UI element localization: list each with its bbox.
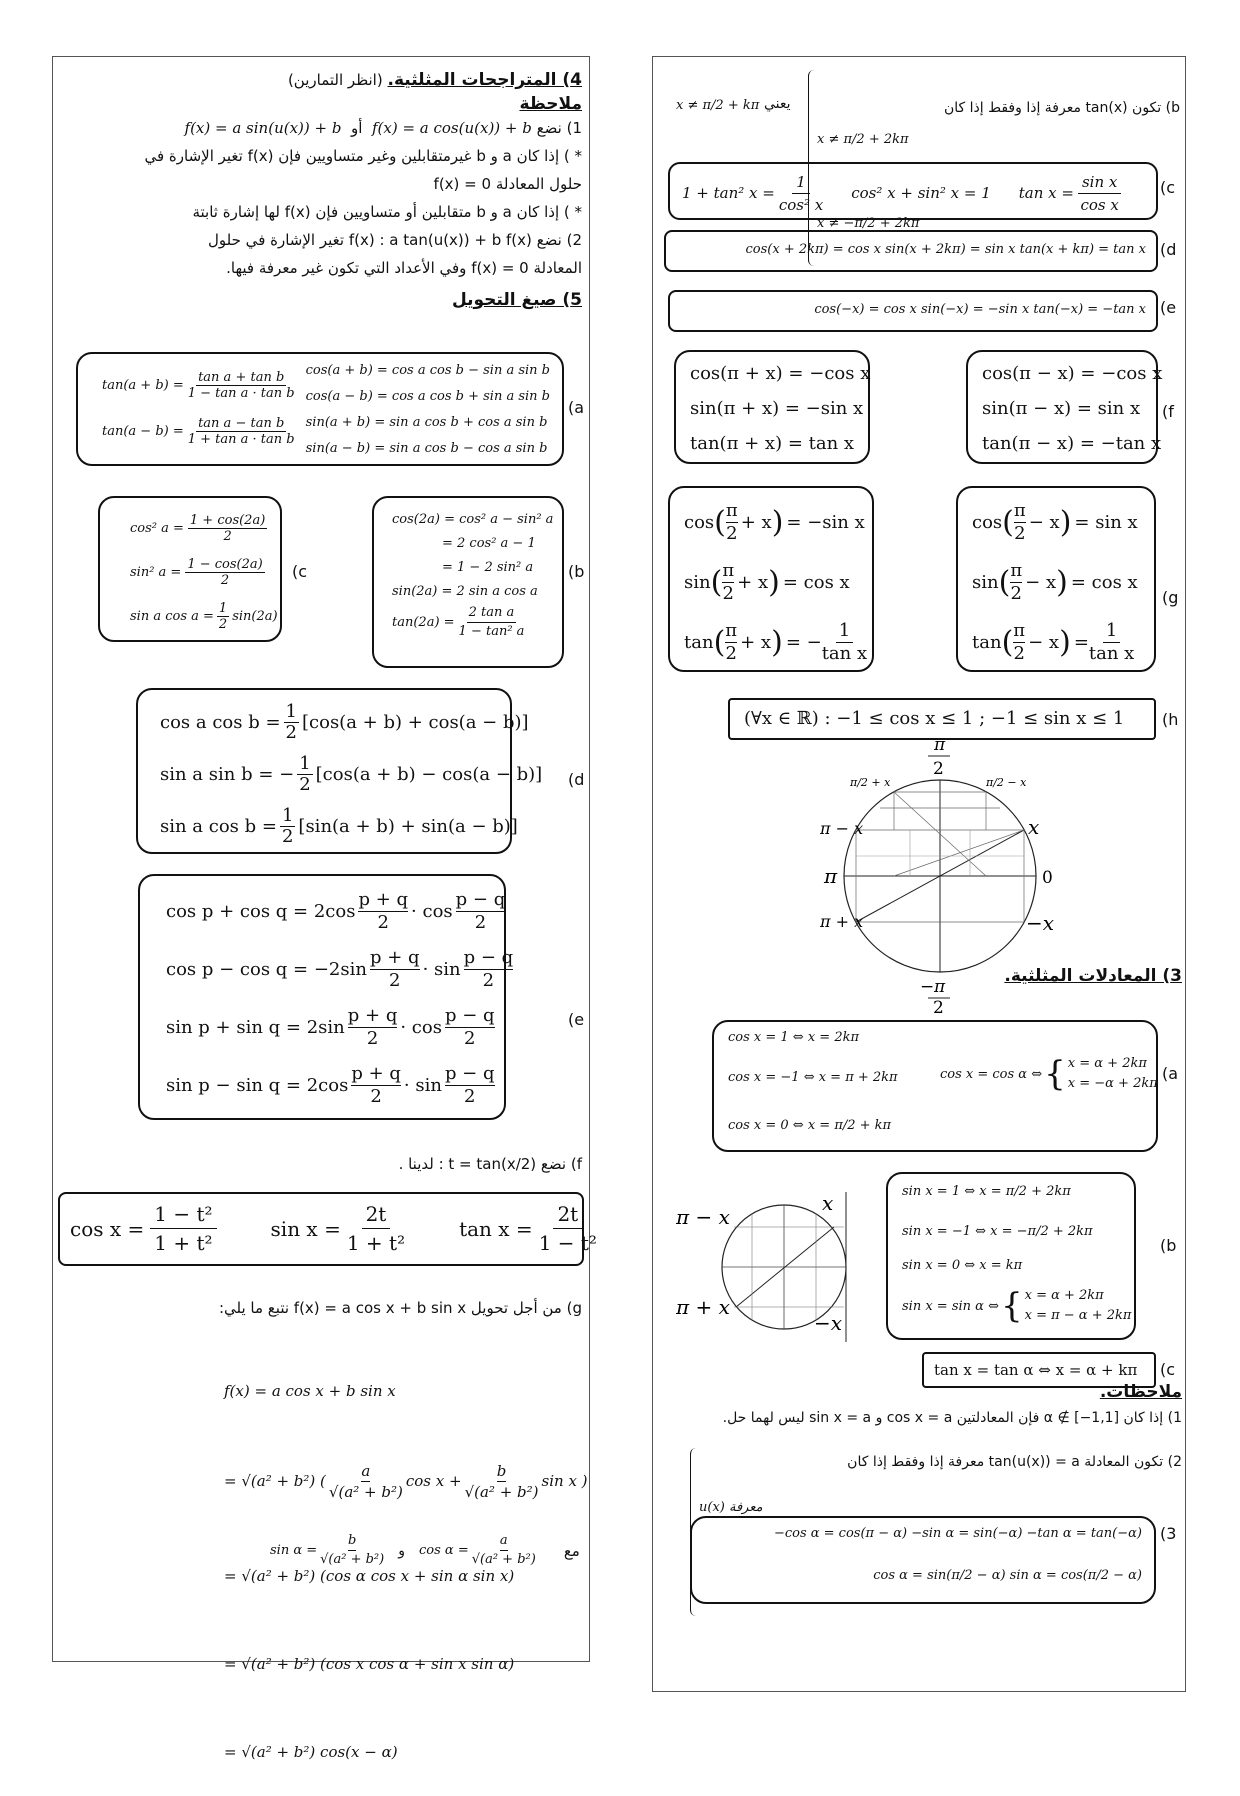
note-2-line-2: المعادلة f(x) = 0 وفي الأعداد التي تكون غير معرفة فيها. (226, 259, 582, 277)
cos-pi-minus-x: cos(π − x) = −cos x (982, 363, 1163, 384)
fn-label: sin (972, 571, 999, 593)
cos-squared-num: 1 + cos(2a) (189, 512, 266, 528)
frac-num: p − q (455, 888, 506, 910)
circle-label-x: x (1028, 815, 1040, 839)
two-den: 2 (1014, 522, 1026, 544)
rhs: = −sin x (786, 511, 865, 533)
formula-box-f-right (966, 350, 1163, 464)
sine-equation-circle (676, 1192, 866, 1342)
tan-sq-den: cos² x (778, 195, 824, 214)
note-star-1: * ) إذا كان a و b غيرمتقابلين وغير متساويين فإن f(x) تغير الإشارة في (144, 147, 582, 165)
frac-num: p − q (463, 946, 514, 968)
tan-sq-num: 1 (792, 171, 810, 194)
pi-num: π (1010, 559, 1023, 581)
periodicity: cos(x + 2kπ) = cos x sin(x + 2kπ) = sin x tan(x + kπ) = tan x (745, 242, 1146, 257)
sin-cos-product (130, 594, 278, 638)
circle-label-right: 0 (1042, 868, 1053, 888)
formula-box-c (668, 162, 1158, 220)
tan-equation: tan x = tan α ⇔ x = α + kπ (934, 1361, 1138, 1379)
sin-t-num: 2t (362, 1200, 391, 1229)
frac-num: p − q (444, 1062, 495, 1084)
sin-cos-d-coef: 1 (281, 804, 294, 826)
bounds: (∀x ∈ ℝ) : −1 ≤ cos x ≤ 1 ; −1 ≤ sin x ≤ 1 (744, 708, 1125, 729)
cos-alpha-solution: cos x = cos α ⇔ { x = α + 2kπ x = −α + 2kπ (940, 1054, 1158, 1094)
formula-box-note-3 (690, 1516, 1156, 1604)
tan-sum-den: 1 − tan a · tan b (187, 386, 295, 401)
sin-cos-d-lhs: sin a cos b = (160, 815, 277, 837)
cos-plus-cos (166, 882, 516, 940)
fn-label: sin (684, 571, 711, 593)
section-5g-intro: g) من أجل تحويل f(x) = a cos x + b sin x نتبع ما يلي: (218, 1299, 582, 1317)
alpha-definitions (270, 1532, 582, 1569)
cos-alpha-den: √(a² + b²) (471, 1552, 536, 1567)
plus-x: + x (740, 631, 772, 653)
note-heading: ملاحظة (519, 94, 582, 114)
g-frac1-num: a (361, 1461, 371, 1480)
cos-2a-alt1: = 2 cos² a − 1 (442, 536, 536, 551)
tan-diff-lhs: tan(a − b) = (102, 424, 184, 439)
formula-box-3a (712, 1020, 1158, 1152)
fn-label: tan (972, 631, 1002, 653)
tan-half-pi-plus-x: tan ( $\frac{\pi}{2}$ + x ) = − $\frac{1}{\text{tan x}}$ (684, 619, 868, 664)
frac-num: p + q (358, 888, 409, 910)
frac-num: p + q (347, 1004, 398, 1026)
negative-angle-identities: −cos α = cos(π − α) −sin α = sin(−α) −tan α = tan(−α) (773, 1526, 1142, 1541)
sin-diff: sin(a − b) = sin a cos b − cos a sin b (305, 441, 548, 456)
tan-ratio-lhs: tan x = (1018, 184, 1074, 202)
tan-ratio-num: sin x (1078, 171, 1121, 194)
cos-alpha-sol-1: x = α + 2kπ (1067, 1056, 1147, 1071)
cos-alpha-sol-2: x = −α + 2kπ (1067, 1076, 1158, 1091)
g-step-2 (224, 1456, 588, 1506)
label-e: (e (1160, 298, 1177, 317)
tan-pi-minus-x: tan(π − x) = −tan x (982, 433, 1162, 454)
formula-box-g-left (668, 486, 874, 672)
sin-sin-rhs: [cos(a + b) − cos(a − b)] (315, 763, 543, 785)
formula-box-3b (886, 1172, 1136, 1340)
sin-squared (130, 550, 278, 594)
tan-diff-den: 1 + tan a · tan b (187, 432, 295, 447)
cos-half-pi-plus-x: cos ( $\frac{\pi}{2}$ + x ) = −sin x (684, 499, 865, 544)
tan-pi-plus-x: tan(π + x) = tan x (690, 433, 855, 454)
rhs: = cos x (782, 571, 850, 593)
rhs: = (1073, 631, 1089, 653)
sin-plus-sin (166, 998, 516, 1056)
tan-frac-den: tan x (821, 642, 868, 664)
g-frac2-num: b (496, 1461, 507, 1480)
sin-sin-den: 2 (299, 773, 311, 795)
label-5b: (b (568, 562, 585, 581)
tan-domain-cond-2: x ≠ −π/2 + 2kπ (817, 216, 920, 231)
sin-t-den: 1 + t² (346, 1231, 406, 1255)
cos-alpha-lhs: cos α = (419, 1543, 469, 1558)
frac-den: 2 (377, 911, 389, 933)
and-word: و (398, 1542, 405, 1559)
section-5-title: 5) صيغ التحويل (451, 290, 582, 310)
product-to-sum (160, 696, 542, 852)
note-2: 2) تكون المعادلة tan(u(x)) = a معرفة إذا وفقط إذا كان (847, 1454, 1182, 1470)
sin-alpha-lhs: sin α = (270, 1543, 318, 1558)
c3b-label-pi-plus-x: π + x (676, 1295, 730, 1319)
cos-alpha-sol-lhs: cos x = cos α ⇔ (940, 1066, 1043, 1082)
sin-one: sin x = 1 ⇔ x = π/2 + 2kπ (902, 1184, 1071, 1199)
rhs: = − (785, 631, 822, 653)
sin-cos-d-den: 2 (281, 825, 294, 847)
note-1-or: أو (351, 119, 363, 137)
cos-squared-den: 2 (223, 528, 232, 544)
formula-box-g-right (956, 486, 1156, 672)
cos-cos-den: 2 (285, 721, 297, 743)
label-d: (d (1160, 240, 1177, 259)
section-4-block (62, 66, 582, 314)
sin-sin-lhs: sin a sin b = − (160, 763, 295, 785)
g-step-4: = √(a² + b²) (cos x cos α + sin x sin α) (224, 1655, 515, 1673)
guide-line (894, 830, 1024, 876)
minus-x: − x (1025, 571, 1057, 593)
frac-den: 2 (474, 911, 487, 933)
complementary-identities: cos α = sin(π/2 − α) sin α = cos(π/2 − α) (873, 1568, 1142, 1583)
label-c: (c (1160, 178, 1176, 197)
rhs: = sin x (1074, 511, 1138, 533)
cos-sum: cos(a + b) = cos a cos b − sin a sin b (305, 363, 550, 378)
two-den: 2 (1013, 642, 1025, 664)
g-frac2-den: √(a² + b²) (464, 1482, 539, 1501)
sin-in-t (271, 1200, 406, 1257)
label-5c: (c (292, 562, 308, 581)
notes-heading: ملاحظات. (1099, 1382, 1182, 1402)
sin-zero: sin x = 0 ⇔ x = kπ (902, 1258, 1023, 1273)
minus-x: − x (1028, 631, 1060, 653)
g-frac1-den: √(a² + b²) (328, 1482, 403, 1501)
formula-box-5d (136, 688, 543, 854)
tan-ratio-den: cos x (1080, 195, 1119, 214)
sin-minus-sin-mid: · sin (403, 1074, 442, 1096)
sin-minus-one: sin x = −1 ⇔ x = −π/2 + 2kπ (902, 1224, 1093, 1239)
double-angle-formulas (392, 508, 553, 641)
tan-t-num: 2t (553, 1200, 582, 1229)
formula-box-h (728, 698, 1156, 740)
tan-in-t (459, 1200, 597, 1257)
plus-x: + x (740, 511, 772, 533)
frac-den: 2 (389, 969, 401, 991)
c3b-label-x: x (822, 1192, 834, 1215)
frac-den: 2 (464, 1027, 476, 1049)
sin-half-pi-plus-x: sin ( $\frac{\pi}{2}$ + x ) = cos x (684, 559, 850, 604)
cos-diff: cos(a − b) = cos a cos b + sin a sin b (305, 389, 550, 404)
tan-frac-num: 1 (1103, 620, 1120, 643)
section-4-note: (انظر التمارين) (287, 71, 383, 89)
pi-num: π (725, 619, 738, 641)
section-5f-intro: f) نضع t = tan(x/2) : لدينا . (398, 1155, 582, 1173)
cos-cos-rhs: [cos(a + b) + cos(a − b)] (302, 711, 529, 733)
label-5d: (d (568, 770, 585, 789)
tan-t-den: 1 − t² (538, 1231, 597, 1255)
tan-sum-lhs: tan(a + b) = (102, 378, 184, 393)
formula-box-f-left (674, 350, 870, 464)
tan-2a (392, 604, 553, 641)
sin-t-lhs: sin x = (270, 1216, 341, 1241)
label-3a: (a (1162, 1064, 1179, 1083)
g-step-2-end: sin x ) (541, 1472, 588, 1490)
g-step-5: = √(a² + b²) cos(x − α) (224, 1743, 398, 1761)
cos-sin-sq-identity: cos² x + sin² x = 1 (851, 184, 991, 202)
pi-num: π (722, 559, 735, 581)
sin-minus-sin (166, 1056, 516, 1114)
fn-label: tan (684, 631, 714, 653)
frac-den: 2 (464, 1085, 476, 1107)
circle-label-pi-minus-x: π − x (820, 819, 864, 838)
cos-minus-cos-mid: · sin (422, 958, 461, 980)
g-step-2-mid: cos x + (405, 1472, 462, 1490)
tan-diff-num: tan a − tan b (198, 416, 285, 431)
formula-box-5f (58, 1192, 597, 1266)
with-word: مع (563, 1541, 580, 1560)
circle-label-top-pi: π (934, 736, 946, 755)
sin-squared-den: 2 (220, 572, 230, 588)
sin-alpha (270, 1532, 384, 1569)
cos-pi-plus-x: cos(π + x) = −cos x (690, 363, 871, 384)
section-4-title: 4) المتراجحات المثلثية. (387, 70, 582, 90)
label-g: (g (1162, 588, 1179, 607)
cos-plus-cos-mid: · cos (411, 900, 453, 922)
tan-2a-num: 2 tan a (467, 604, 517, 623)
tan-frac-den: tan x (1088, 642, 1135, 664)
cos-zero: cos x = 0 ⇔ x = π/2 + kπ (728, 1118, 892, 1133)
sin-plus-sin-mid: · cos (400, 1016, 442, 1038)
cos-minus-cos-lhs: cos p − cos q = −2sin (166, 958, 367, 980)
two-den: 2 (722, 582, 734, 604)
sin-alpha-sol-lhs: sin x = sin α ⇔ (902, 1298, 999, 1314)
note-star-2: * ) إذا كان a و b متقابلين أو متساويين فإن f(x) لها إشارة ثابتة (192, 203, 582, 221)
two-den: 2 (1010, 582, 1022, 604)
sin-cos-rhs: sin(2a) (232, 608, 278, 624)
circle-label-half-pi-plus-x: π/2 + x (850, 776, 891, 789)
formula-box-5e (138, 874, 514, 1120)
note-star-1-cont: حلول المعادلة f(x) = 0 (433, 175, 582, 193)
sin-alpha-sol-2: x = π − α + 2kπ (1024, 1308, 1132, 1323)
cos-2a: cos(2a) = cos² a − sin² a (392, 512, 554, 527)
cos-squared-lhs: cos² a = (130, 520, 184, 536)
label-f: (f (1162, 402, 1174, 421)
g-step-3: = √(a² + b²) (cos α cos x + sin α sin x) (224, 1567, 515, 1585)
cos-cos-lhs: cos a cos b = (160, 711, 281, 733)
note-1: 1) إذا كان α ∉ [−1,1] فإن المعادلتين cos x = a و sin x = a ليس لهما حل. (722, 1410, 1182, 1426)
sin-sin-coef: 1 (299, 752, 311, 774)
sin-pi-plus-x: sin(π + x) = −sin x (690, 398, 864, 419)
parity: cos(−x) = cos x sin(−x) = −sin x tan(−x) = −tan x (814, 302, 1146, 317)
sin-squared-lhs: sin² a = (130, 564, 182, 580)
circle-label-half-pi-minus-x: π/2 − x (986, 776, 1027, 789)
sin-cos-num: 1 (218, 600, 228, 616)
tan-t-lhs: tan x = (459, 1216, 533, 1241)
cos-t-num: 1 − t² (150, 1200, 216, 1229)
tan-ratio-identity (1019, 171, 1122, 216)
pi-num: π (725, 499, 738, 521)
minus-x: − x (1028, 511, 1060, 533)
sin-cos-den: 2 (218, 616, 228, 632)
g-step-1: f(x) = a cos x + b sin x (224, 1382, 396, 1400)
tan-domain-text: b) تكون tan(x) معرفة إذا وفقط إذا كان (943, 100, 1180, 116)
fn-label: cos (684, 511, 715, 533)
tan-sum-num: tan a + tan b (198, 370, 285, 385)
pythagorean-identities (682, 168, 1121, 218)
cos-cos-product (160, 696, 542, 748)
cos-t-den: 1 + t² (154, 1231, 213, 1255)
means-word: يعني (764, 96, 791, 112)
sin-sin-product (160, 748, 542, 800)
sin-alpha-num: b (348, 1532, 356, 1551)
pi-minus-x-identities (982, 356, 1162, 461)
rhs: = cos x (1070, 571, 1138, 593)
tan-sq-identity (682, 171, 823, 216)
tan-sum (102, 370, 295, 401)
half-pi-plus-x-identities (684, 492, 867, 672)
sum-to-product (166, 882, 516, 1114)
sin-pi-minus-x: sin(π − x) = sin x (982, 398, 1141, 419)
two-den: 2 (726, 522, 738, 544)
circle-label-bottom-den: 2 (933, 998, 944, 1014)
note-2-line-1: 2) نضع f(x) : a tan(u(x)) + b f(x) تغير الإشارة في حلول (208, 231, 582, 249)
sum-formulas (306, 358, 550, 462)
sin-cos-d-rhs: [sin(a + b) + sin(a − b)] (298, 815, 518, 837)
sin-half-pi-minus-x: sin ( $\frac{\pi}{2}$ − x ) = cos x (972, 559, 1138, 604)
note-1-formula-sin: f(x) = a sin(u(x)) + b (184, 119, 342, 137)
sin-alpha-solution: sin x = sin α ⇔ { x = α + 2kπ x = π − α + 2kπ (902, 1286, 1132, 1326)
note-1-formula-cos: f(x) = a cos(u(x)) + b (371, 119, 532, 137)
formula-box-e (668, 290, 1158, 332)
circle-label-minus-x: −x (1026, 911, 1055, 935)
sin-2a: sin(2a) = 2 sin a cos a (392, 584, 538, 599)
half-angle-substitution (70, 1200, 597, 1257)
sin-plus-sin-lhs: sin p + sin q = 2sin (166, 1016, 345, 1038)
power-reduction (130, 506, 278, 638)
circle-label-left: π (824, 864, 838, 888)
sin-alpha-den: √(a² + b²) (320, 1552, 385, 1567)
tan-2a-den: 1 − tan² a (458, 624, 525, 639)
c3b-label-minus-x: −x (814, 1311, 843, 1335)
tan-sq-lhs: 1 + tan² x = (682, 184, 775, 202)
cos-in-t (70, 1200, 217, 1257)
pi-plus-x-identities (690, 356, 870, 461)
tan-frac-num: 1 (836, 620, 853, 643)
tan-half-pi-minus-x: tan ( $\frac{\pi}{2}$ − x ) = $\frac{1}{\text{tan x}}$ (972, 619, 1135, 664)
label-5a: (a (568, 398, 585, 417)
circle-label-pi-plus-x: π + x (820, 912, 864, 931)
g-step-2-pre: = √(a² + b²) ( (224, 1472, 326, 1490)
formula-box-d (664, 230, 1158, 272)
tan-domain-result: x ≠ π/2 + kπ (676, 98, 760, 113)
sin-cos-lhs: sin a cos a = (130, 608, 214, 624)
tan-2a-lhs: tan(2a) = (392, 614, 455, 630)
cos-cos-coef: 1 (285, 700, 297, 722)
circle-label-bottom-pi: π (934, 977, 946, 997)
label-5e: (e (568, 1010, 585, 1029)
frac-num: p − q (444, 1004, 495, 1026)
section-3-heading (960, 962, 1182, 990)
sin-sum: sin(a + b) = sin a cos b + cos a sin b (305, 415, 548, 430)
label-3c: (c (1160, 1360, 1176, 1379)
c3b-label-pi-minus-x: π − x (676, 1205, 730, 1229)
pi-num: π (1013, 619, 1026, 641)
sin-minus-sin-lhs: sin p − sin q = 2cos (166, 1074, 349, 1096)
cos-minus-one: cos x = −1 ⇔ x = π + 2kπ (728, 1070, 898, 1085)
fn-label: cos (972, 511, 1003, 533)
two-den: 2 (725, 642, 737, 664)
formula-box-5b (372, 496, 564, 668)
cos-half-pi-minus-x: cos ( $\frac{\pi}{2}$ − x ) = sin x (972, 499, 1138, 544)
circle-label-bottom-sign: − (920, 977, 935, 997)
tan-diff (102, 416, 295, 447)
circle-label-top-den: 2 (933, 759, 944, 779)
frac-den: 2 (366, 1027, 379, 1049)
frac-num: p + q (351, 1062, 401, 1084)
plus-x: + x (737, 571, 769, 593)
cos-t-lhs: cos x = (70, 1216, 145, 1241)
cos-minus-cos (166, 940, 516, 998)
frac-den: 2 (482, 969, 495, 991)
label-h: (h (1162, 710, 1179, 729)
label-note-3: (3 (1160, 1524, 1177, 1543)
half-pi-minus-x-identities (972, 492, 1138, 672)
cos-alpha (419, 1532, 536, 1569)
frac-num: p + q (369, 946, 420, 968)
cos-plus-cos-lhs: cos p + cos q = 2cos (166, 900, 356, 922)
note-2-cond-1: u(x) معرفة (699, 1500, 763, 1515)
cos-alpha-num: a (500, 1532, 508, 1551)
note-1-prefix: 1) نضع (536, 119, 582, 137)
sin-squared-num: 1 − cos(2a) (187, 556, 263, 572)
cos-2a-alt2: = 1 − 2 sin² a (442, 560, 534, 575)
sin-alpha-sol-1: x = α + 2kπ (1024, 1288, 1104, 1303)
cos-squared (130, 506, 278, 550)
formula-box-5c (98, 496, 282, 642)
sin-cos-product-d (160, 800, 542, 852)
label-3b: (b (1160, 1236, 1177, 1255)
tan-domain-cond-1: x ≠ π/2 + 2kπ (817, 132, 909, 147)
section-3-title: 3) المعادلات المثلثية. (1004, 966, 1182, 986)
frac-den: 2 (370, 1085, 382, 1107)
pi-num: π (1013, 499, 1026, 521)
cos-one: cos x = 1 ⇔ x = 2kπ (728, 1030, 860, 1045)
formula-box-5a (76, 352, 564, 466)
